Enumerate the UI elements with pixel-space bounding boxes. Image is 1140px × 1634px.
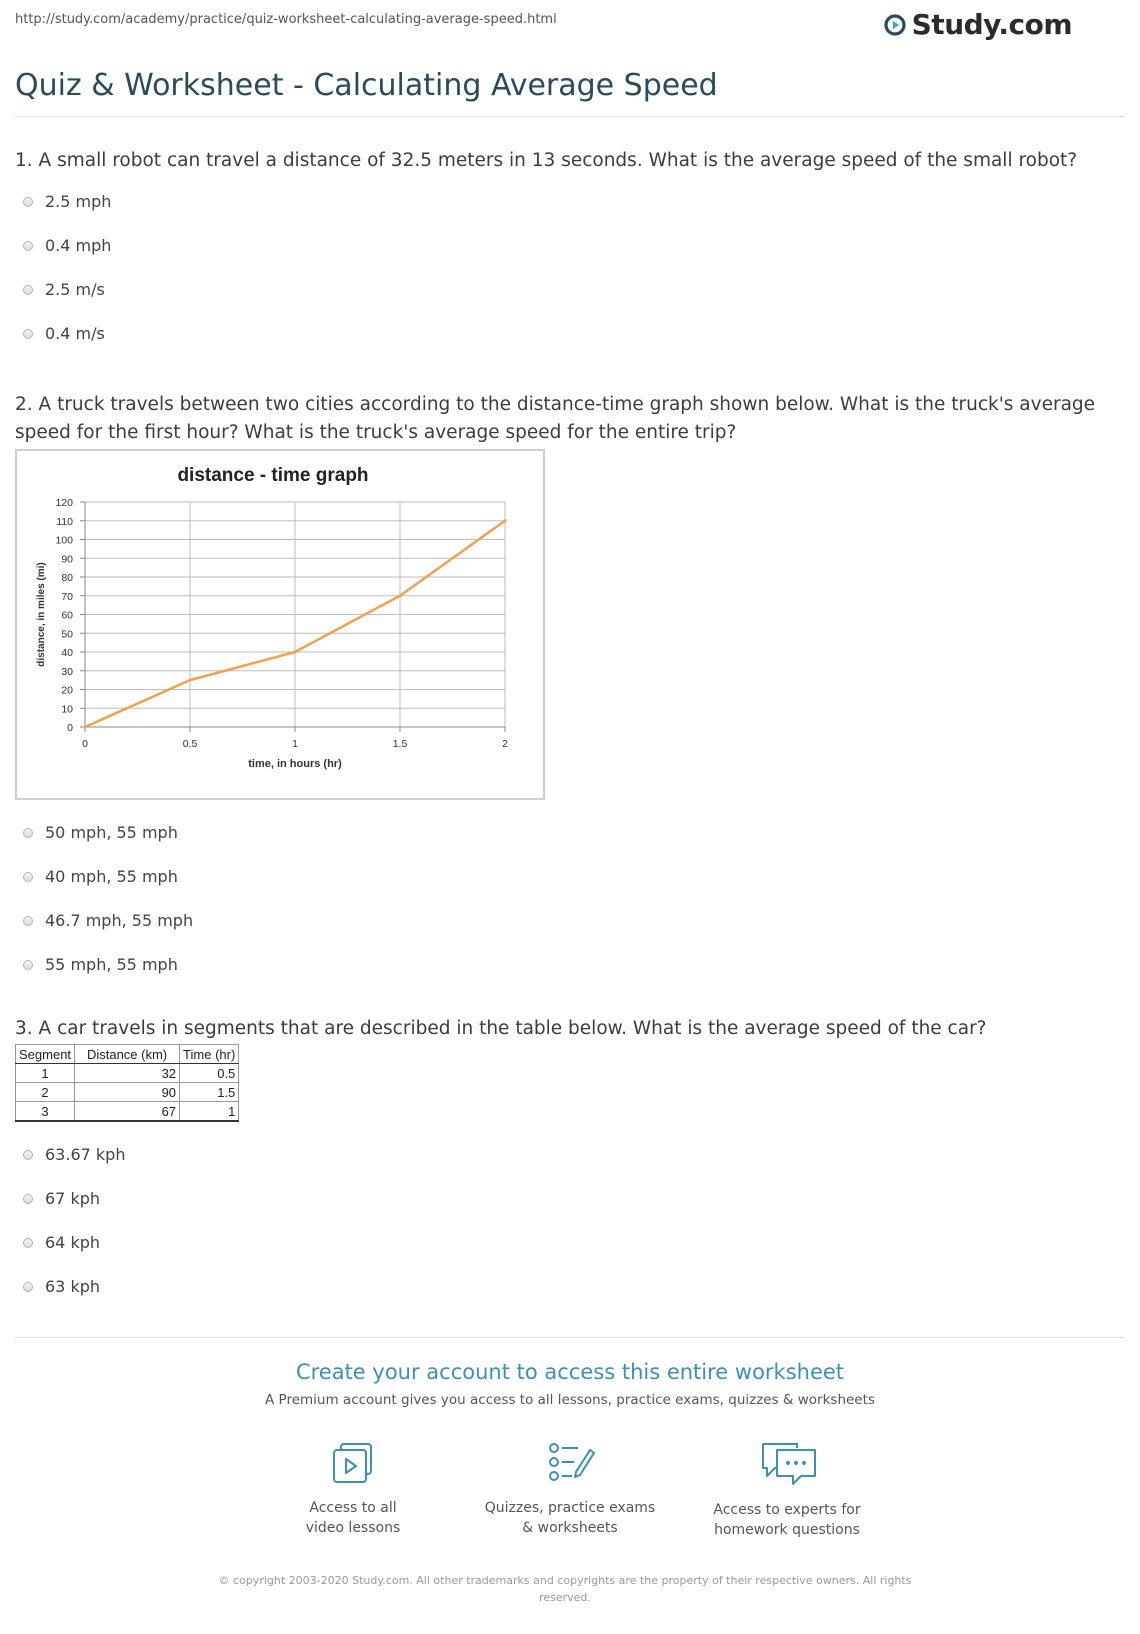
radio-button[interactable] xyxy=(23,960,33,970)
feature-label: homework questions xyxy=(714,1522,860,1538)
chart-title: distance - time graph xyxy=(177,465,369,486)
video-lessons-icon xyxy=(323,1440,383,1488)
segment-table xyxy=(15,1044,239,1122)
table-row xyxy=(16,1102,239,1122)
copyright: © copyright 2003-2020 Study.com. All other trademarks and copyrights are the property of their respective owners. All rights reserved. xyxy=(218,1574,912,1604)
feature-label: Quizzes, practice exams xyxy=(484,1500,656,1516)
table-cell: 1 xyxy=(16,1064,75,1083)
distance-time-chart xyxy=(15,449,545,800)
cta-divider xyxy=(15,1337,1125,1338)
answer-option[interactable] xyxy=(23,1277,100,1296)
logo-text: Study.com xyxy=(911,8,1072,41)
feature-quizzes xyxy=(470,1440,670,1538)
data-point xyxy=(84,726,87,729)
y-tick-label: 80 xyxy=(61,572,73,584)
table-cell: 90 xyxy=(75,1083,180,1102)
table-cell: 32 xyxy=(75,1064,180,1083)
answer-option[interactable] xyxy=(23,192,111,211)
answer-option[interactable] xyxy=(23,867,178,886)
question-3-text: 3. A car travels in segments that are described in the table below. What is the average speed of the car? xyxy=(15,1018,987,1039)
answer-option-label: 0.4 m/s xyxy=(45,324,105,343)
answer-option[interactable] xyxy=(23,823,178,842)
x-tick-label: 2 xyxy=(502,738,508,750)
feature-experts xyxy=(687,1440,887,1540)
title-divider xyxy=(15,116,1125,117)
x-tick-label: 1.5 xyxy=(392,738,408,750)
y-tick-label: 110 xyxy=(56,515,73,528)
cta-title[interactable]: Create your account to access this entire worksheet xyxy=(295,1360,845,1384)
answer-option-label: 40 mph, 55 mph xyxy=(45,867,178,886)
answer-option-label: 64 kph xyxy=(45,1233,101,1252)
y-tick-label: 20 xyxy=(61,684,73,697)
feature-label: video lessons xyxy=(305,1520,401,1536)
answer-option-label: 2.5 mph xyxy=(45,192,112,211)
y-tick-label: 10 xyxy=(61,703,73,716)
table-header-row xyxy=(16,1045,239,1064)
question-1-text: 1. A small robot can travel a distance of 32.5 meters in 13 seconds. What is the average speed of the small robot? xyxy=(15,150,1078,171)
radio-button[interactable] xyxy=(23,1194,33,1204)
table-row xyxy=(16,1083,239,1102)
radio-button[interactable] xyxy=(23,916,33,926)
answer-option[interactable] xyxy=(23,324,105,343)
feature-label: & worksheets xyxy=(522,1520,618,1536)
quiz-checklist-icon xyxy=(540,1440,600,1488)
cta-subtitle: A Premium account gives you access to all lessons, practice exams, quizzes & worksheets xyxy=(265,1392,875,1408)
x-axis-label: time, in hours (hr) xyxy=(248,758,342,770)
table-cell: 1 xyxy=(180,1102,239,1122)
table-cell: 1.5 xyxy=(180,1083,239,1102)
answer-option-label: 63 kph xyxy=(45,1277,101,1296)
answer-option[interactable] xyxy=(23,280,105,299)
answer-option-label: 55 mph, 55 mph xyxy=(45,955,178,974)
answer-option[interactable] xyxy=(23,955,178,974)
answer-option-label: 63.67 kph xyxy=(45,1145,126,1164)
table-cell: 2 xyxy=(16,1083,75,1102)
table-row xyxy=(16,1064,239,1083)
play-circle-icon xyxy=(884,14,906,36)
answer-option[interactable] xyxy=(23,236,111,255)
data-point xyxy=(399,594,402,597)
y-tick-label: 70 xyxy=(61,590,73,603)
question-2-text: 2. A truck travels between two cities according to the distance-time graph shown below. What is the truck's average speed for the first hour? What is the truck's average speed for the entire trip? xyxy=(15,394,1096,443)
y-tick-label: 120 xyxy=(55,497,73,509)
table-header: Time (hr) xyxy=(180,1045,239,1064)
x-tick-label: 0.5 xyxy=(182,738,198,750)
table-header: Segment xyxy=(16,1045,75,1064)
answer-option-label: 46.7 mph, 55 mph xyxy=(45,911,194,930)
answer-option-label: 2.5 m/s xyxy=(45,280,105,299)
y-tick-label: 30 xyxy=(61,665,73,678)
radio-button[interactable] xyxy=(23,1282,33,1292)
answer-option[interactable] xyxy=(23,911,193,930)
answer-option[interactable] xyxy=(23,1145,125,1164)
y-tick-label: 50 xyxy=(61,628,73,641)
radio-button[interactable] xyxy=(23,1238,33,1248)
study-logo[interactable] xyxy=(884,8,1072,41)
radio-button[interactable] xyxy=(23,1150,33,1160)
radio-button[interactable] xyxy=(23,241,33,251)
answer-option-label: 50 mph, 55 mph xyxy=(45,823,178,842)
radio-button[interactable] xyxy=(23,329,33,339)
y-tick-label: 0 xyxy=(67,722,73,734)
table-header: Distance (km) xyxy=(75,1045,180,1064)
y-axis-label: distance, in miles (mi) xyxy=(36,562,47,667)
answer-option-label: 67 kph xyxy=(45,1189,101,1208)
feature-label: Access to experts for xyxy=(713,1502,861,1518)
data-point xyxy=(294,651,297,654)
x-tick-label: 1 xyxy=(292,738,298,750)
table-cell: 67 xyxy=(75,1102,180,1122)
y-tick-label: 40 xyxy=(61,647,73,659)
table-cell: 0.5 xyxy=(180,1064,239,1083)
radio-button[interactable] xyxy=(23,285,33,295)
data-point xyxy=(504,519,507,522)
chat-bubbles-icon xyxy=(755,1440,819,1490)
y-tick-label: 90 xyxy=(61,553,73,566)
page-url: http://study.com/academy/practice/quiz-worksheet-calculating-average-speed.html xyxy=(15,12,557,27)
answer-option-label: 0.4 mph xyxy=(45,236,112,255)
y-tick-label: 100 xyxy=(55,534,73,547)
chart-svg xyxy=(17,451,543,798)
x-tick-label: 0 xyxy=(82,738,88,750)
feature-label: Access to all xyxy=(309,1500,397,1516)
table-cell: 3 xyxy=(16,1102,75,1122)
radio-button[interactable] xyxy=(23,872,33,882)
page-title: Quiz & Worksheet - Calculating Average Speed xyxy=(15,68,718,103)
radio-button[interactable] xyxy=(23,197,33,207)
data-point xyxy=(189,679,192,682)
radio-button[interactable] xyxy=(23,828,33,838)
y-tick-label: 60 xyxy=(61,609,73,622)
answer-option[interactable] xyxy=(23,1189,100,1208)
answer-option[interactable] xyxy=(23,1233,100,1252)
feature-video-lessons xyxy=(253,1440,453,1538)
